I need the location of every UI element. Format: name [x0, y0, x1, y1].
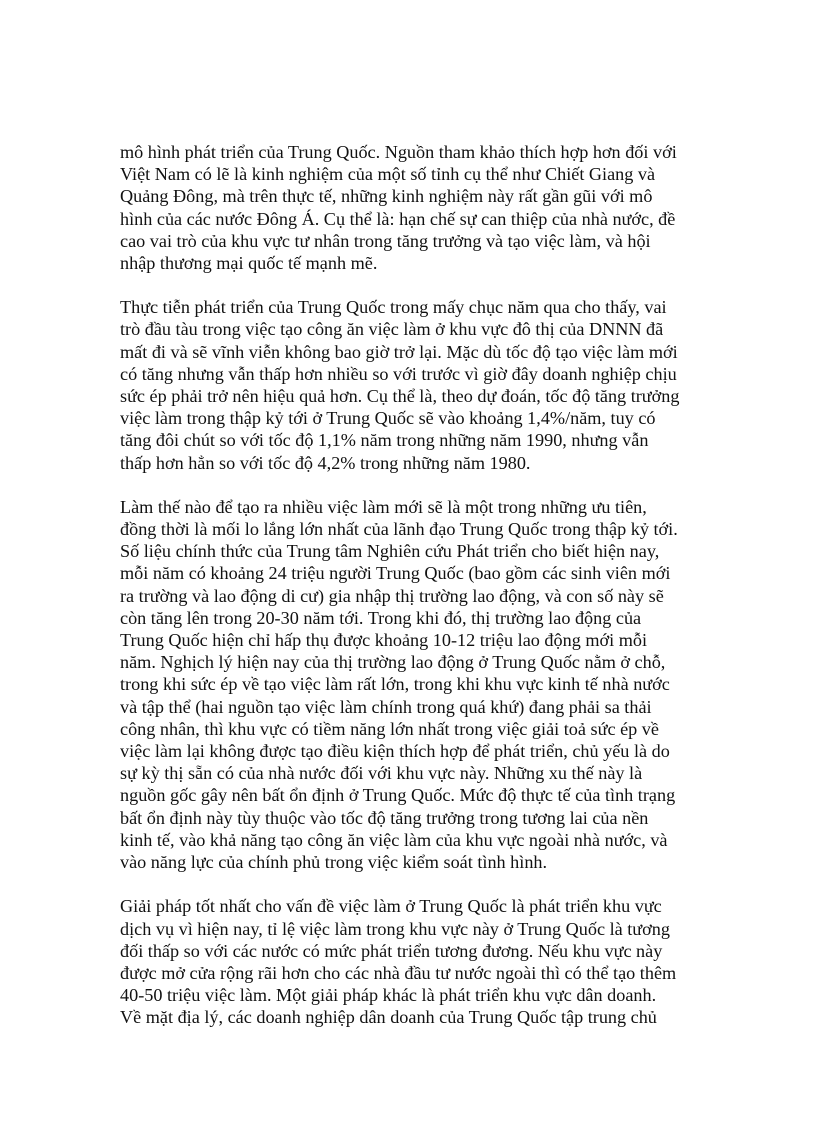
body-text	[120, 141, 812, 1029]
paragraph-3: Làm thế nào để tạo ra nhiều việc làm mới sẽ là một trong những ưu tiên, đồng thời là mối lo lắng lớn nhất của lãnh đạo Trung Quốc trong thập kỷ tới. Số liệu chính thức của Trung tâm Nghiên cứu Phát triển cho biết hiện nay, mỗi năm có khoảng 24 triệu người Trung Quốc (bao gồm các sinh viên mới ra trường và lao động di cư) gia nhập thị trường lao động, và con số này sẽ còn tăng lên trong 20-30 năm tới. Trong khi đó, thị trường lao động của Trung Quốc hiện chỉ hấp thụ được khoảng 10-12 triệu lao động mới mỗi năm. Nghịch lý hiện nay của thị trường lao động ở Trung Quốc nằm ở chỗ, trong khi sức ép về tạo việc làm rất lớn, trong khi khu vực kinh tế nhà nước và tập thể (hai nguồn tạo việc làm chính trong quá khứ) đang phải sa thải công nhân, thì khu vực có tiềm năng lớn nhất trong việc giải toả sức ép về việc làm lại không được tạo điều kiện thích hợp để phát triển, chủ yếu là do sự kỳ thị sẵn có của nhà nước đối với khu vực này. Những xu thế này là nguồn gốc gây nên bất ổn định ở Trung Quốc. Mức độ thực tế của tình trạng bất ổn định này tùy thuộc vào tốc độ tăng trưởng trong tương lai của nền kinh tế, vào khả năng tạo công ăn việc làm của khu vực ngoài nhà nước, và vào năng lực của chính phủ trong việc kiểm soát tình hình.	[120, 496, 678, 873]
paragraph-1: mô hình phát triển của Trung Quốc. Nguồn tham khảo thích hợp hơn đối với Việt Nam có lẽ là kinh nghiệm của một số tỉnh cụ thể như Chiết Giang và Quảng Đông, mà trên thực tế, những kinh nghiệm này rất gần gũi với mô hình của các nước Đông Á. Cụ thể là: hạn chế sự can thiệp của nhà nước, đề cao vai trò của khu vực tư nhân trong tăng trưởng và tạo việc làm, và hội nhập thương mại quốc tế mạnh mẽ.	[120, 142, 677, 274]
paragraph-2: Thực tiễn phát triển của Trung Quốc trong mấy chục năm qua cho thấy, vai trò đầu tàu trong việc tạo công ăn việc làm ở khu vực đô thị của DNNN đã mất đi và sẽ vĩnh viễn không bao giờ trở lại. Mặc dù tốc độ tạo việc làm mới có tăng nhưng vẫn thấp hơn nhiều so với trước vì giờ đây doanh nghiệp chịu sức ép phải trở nên hiệu quả hơn. Cụ thể là, theo dự đoán, tốc độ tăng trưởng việc làm trong thập kỷ tới ở Trung Quốc sẽ vào khoảng 1,4%/năm, tuy có tăng đôi chút so với tốc độ 1,1% năm trong những năm 1990, nhưng vẫn thấp hơn hẳn so với tốc độ 4,2% trong những năm 1980.	[120, 297, 680, 473]
paragraph-4: Giải pháp tốt nhất cho vấn đề việc làm ở Trung Quốc là phát triển khu vực dịch vụ vì hiện nay, tỉ lệ việc làm trong khu vực này ở Trung Quốc là tương đối thấp so với các nước có mức phát triển tương đương. Nếu khu vực này được mở cửa rộng rãi hơn cho các nhà đầu tư nước ngoài thì có thể tạo thêm 40-50 triệu việc làm. Một giải pháp khác là phát triển khu vực dân doanh. Về mặt địa lý, các doanh nghiệp dân doanh của Trung Quốc tập trung chủ	[120, 896, 677, 1028]
